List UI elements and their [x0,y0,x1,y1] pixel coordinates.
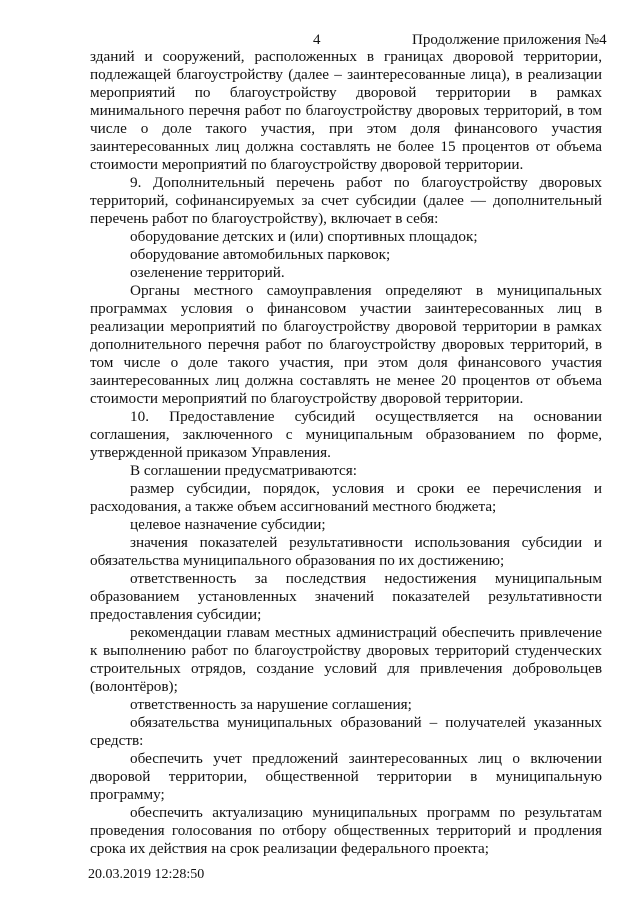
page-number: 4 [313,32,321,48]
paragraph: обеспечить учет предложений заинтересованных лиц о включении дворовой территории, общественной территории в муниципальную программу; [90,750,602,803]
list-item: оборудование детских и (или) спортивных площадок; [130,228,478,245]
list-item: В соглашении предусматриваются: [130,462,358,479]
paragraph: зданий и сооружений, расположенных в границах дворовой территории, подлежащей благоустройству (далее – заинтересованные лица), в реализации мероприятий по благоустройству дворовой территории в рамках минимального перечня работ по благоустройству дворовых территорий, в том числе о доле такого участия, при этом доля финансового участия заинтересованных лиц должна составлять не более 15 процентов от объема стоимости мероприятий по благоустройству дворовой территории. [90,48,602,173]
paragraph: обеспечить актуализацию муниципальных программ по результатам проведения голосования по отбору общественных территорий и продления срока их действия на срок реализации федерального проекта; [90,804,602,857]
paragraph: рекомендации главам местных администраций обеспечить привлечение к выполнению работ по благоустройству дворовых территорий студенческих строительных отрядов, создание условий для привлечения добровольцев (волонтёров); [90,624,602,695]
paragraph: обязательства муниципальных образований – получателей указанных средств: [90,714,602,749]
appendix-continuation-note: Продолжение приложения №4 [412,32,607,48]
paragraph: Органы местного самоуправления определяют в муниципальных программах условия о финансовом участии заинтересованных лиц в реализации мероприятий по благоустройству дворовой территории в рамках дополнительного перечня работ по благоустройству дворовых территорий, в том числе о доле такого участия, при этом доля финансового участия заинтересованных лиц должна составлять не менее 20 процентов от объема стоимости мероприятий по благоустройству дворовой территории. [90,282,602,407]
list-item: целевое назначение субсидии; [130,516,326,533]
list-item: озеленение территорий. [130,264,285,281]
paragraph: 10. Предоставление субсидий осуществляется на основании соглашения, заключенного с муниципальным образованием по форме, утвержденной приказом Управления. [90,408,602,461]
paragraph: ответственность за последствия недостижения муниципальным образованием установленных значений показателей результативности предоставления субсидии; [90,570,602,623]
paragraph: 9. Дополнительный перечень работ по благоустройству дворовых территорий, софинансируемых за счет субсидии (далее — дополнительный перечень работ по благоустройству), включает в себя: [90,174,602,227]
paragraph: размер субсидии, порядок, условия и сроки ее перечисления и расходования, а также объем ассигнований местного бюджета; [90,480,602,515]
document-body [90,48,602,858]
footer-timestamp: 20.03.2019 12:28:50 [88,867,205,882]
paragraph: значения показателей результативности использования субсидии и обязательства муниципального образования по их достижению; [90,534,602,569]
list-item: оборудование автомобильных парковок; [130,246,391,263]
list-item: ответственность за нарушение соглашения; [130,696,412,713]
